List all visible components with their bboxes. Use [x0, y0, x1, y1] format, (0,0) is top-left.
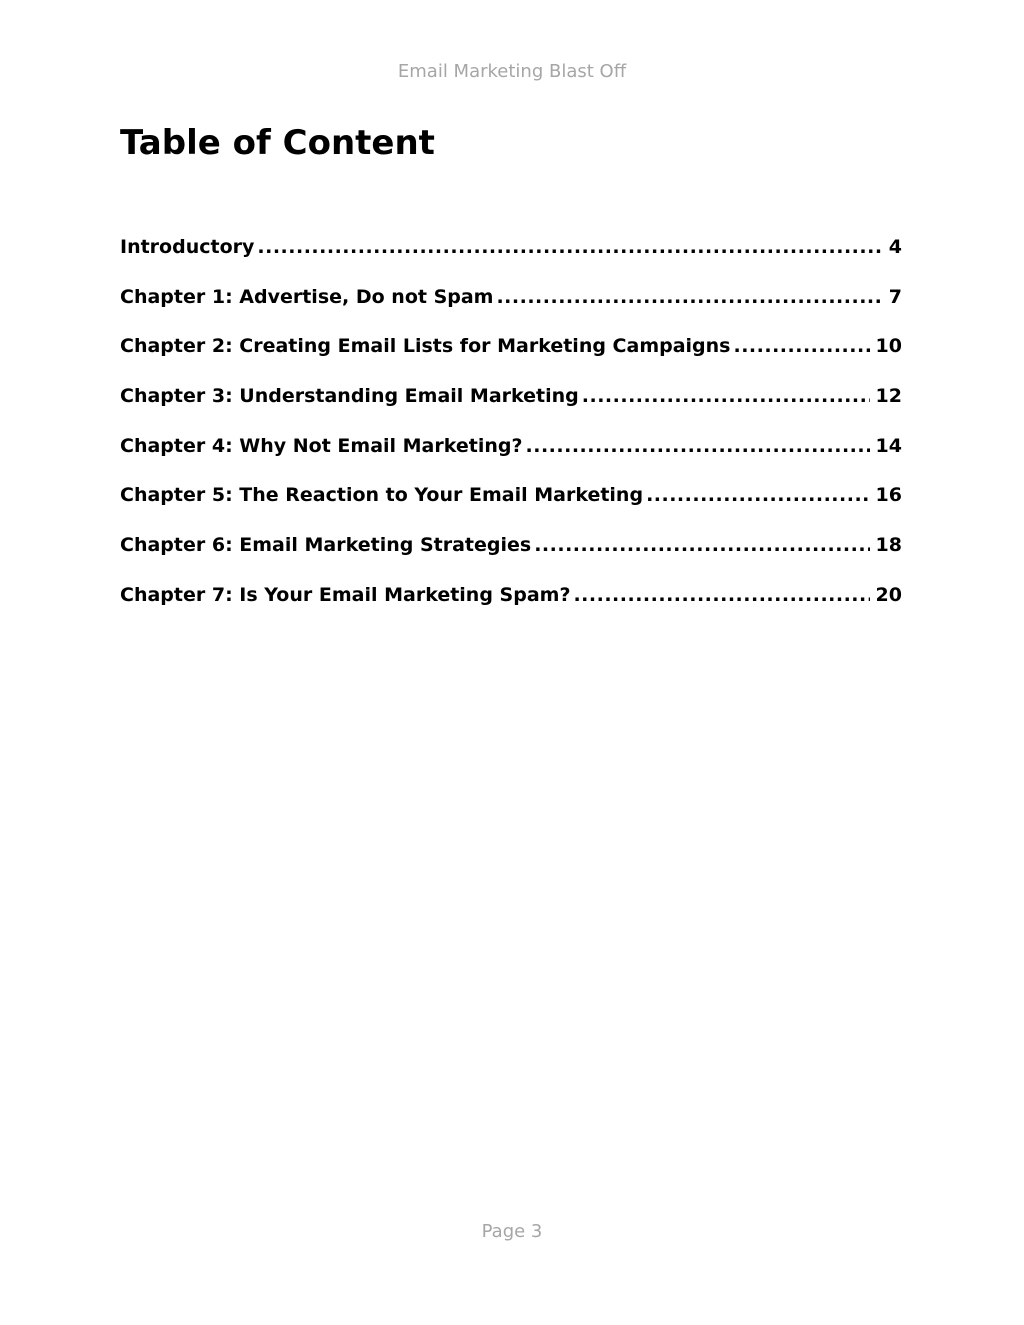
table-of-contents [120, 233, 902, 609]
toc-entry-label: Introductory [120, 236, 255, 258]
running-header: Email Marketing Blast Off [397, 61, 627, 82]
dot-leader [582, 382, 870, 410]
dot-leader [526, 432, 870, 460]
toc-entry-label: Chapter 2: Creating Email Lists for Marketing Campaigns [120, 335, 731, 358]
dot-leader [534, 531, 869, 559]
toc-entry-chapter-7[interactable] [120, 581, 902, 609]
dot-leader [734, 332, 870, 360]
dot-leader [257, 233, 882, 261]
toc-entry-page-number: 16 [875, 484, 902, 507]
toc-entry-page-number: 7 [888, 285, 902, 308]
toc-entry-chapter-4[interactable] [120, 432, 902, 460]
toc-entry-chapter-2[interactable] [120, 332, 902, 360]
toc-entry-chapter-5[interactable] [120, 481, 902, 509]
toc-entry-label: Chapter 7: Is Your Email Marketing Spam? [120, 583, 571, 606]
toc-entry-label: Chapter 1: Advertise, Do not Spam [120, 285, 494, 308]
dot-leader [646, 481, 869, 509]
toc-entry-page-number: 10 [875, 335, 902, 358]
toc-entry-page-number: 14 [875, 434, 902, 457]
toc-entry-page-number: 18 [875, 534, 902, 557]
toc-entry-introductory[interactable] [120, 233, 902, 261]
page-number-footer: Page 3 [481, 1221, 543, 1242]
toc-entry-chapter-6[interactable] [120, 531, 902, 559]
toc-entry-chapter-3[interactable] [120, 382, 902, 410]
toc-entry-page-number: 20 [875, 583, 902, 606]
dot-leader [573, 581, 869, 609]
page-title: Table of Content [120, 123, 435, 163]
dot-leader [496, 283, 882, 311]
toc-entry-label: Chapter 5: The Reaction to Your Email Marketing [120, 484, 644, 507]
toc-entry-label: Chapter 6: Email Marketing Strategies [120, 534, 532, 557]
toc-entry-chapter-1[interactable] [120, 283, 902, 311]
toc-entry-page-number: 12 [875, 385, 902, 408]
toc-entry-page-number: 4 [888, 236, 902, 258]
toc-entry-label: Chapter 4: Why Not Email Marketing? [120, 434, 523, 457]
toc-entry-label: Chapter 3: Understanding Email Marketing [120, 385, 579, 408]
